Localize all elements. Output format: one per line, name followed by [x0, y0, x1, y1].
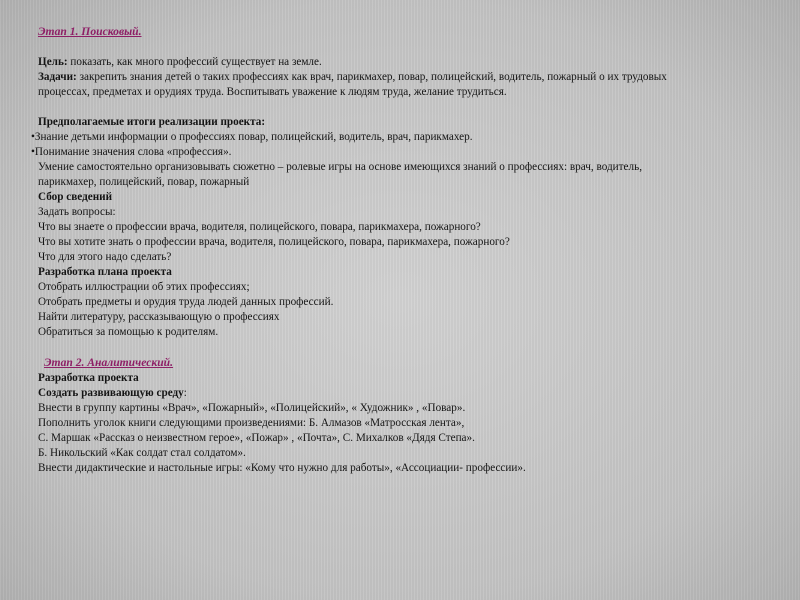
plan-line: Найти литературу, рассказывающую о профессиях — [38, 311, 280, 323]
goal-text: показать, как много профессий существует на земле. — [67, 56, 322, 68]
env-heading-text: Создать развивающую среду — [38, 387, 184, 399]
result-item-text: Знание детьми информации о профессиях повар, полицейский, водитель, врач, парикмахер. — [34, 131, 473, 143]
result-text-line: парикмахер, полицейский, повар, пожарный — [38, 176, 250, 188]
plan-line: Обратиться за помощью к родителям. — [38, 326, 219, 338]
collect-heading — [28, 190, 788, 205]
spacer — [28, 40, 788, 55]
result-text-line: Умение самостоятельно организовывать сюжетно – ролевые игры на основе имеющихся знаний о профессиях: врач, водитель, — [38, 161, 643, 173]
plan-line: Отобрать предметы и орудия труда людей данных профессий. — [38, 296, 334, 308]
stage2-line: Внести дидактические и настольные игры: «Кому что нужно для работы», «Ассоциации- профессии». — [38, 462, 526, 474]
stage1-title-line — [28, 24, 788, 40]
plan-heading-text: Разработка плана проекта — [38, 266, 172, 278]
plan-heading — [28, 265, 788, 280]
stage2-line: Внести в группу картины «Врач», «Пожарный», «Полицейский», « Художник» , «Повар». — [38, 402, 466, 414]
tasks-line-continued: процессах, предметах и орудиях труда. Воспитывать уважение к людям труда, желание трудиться. — [38, 86, 507, 98]
dev-heading-text: Разработка проекта — [38, 372, 139, 384]
bullet-icon: • — [31, 131, 35, 143]
plan-line: Отобрать иллюстрации об этих профессиях; — [38, 281, 250, 293]
stage2-title: Этап 2. Аналитический. — [44, 356, 174, 369]
results-heading — [28, 115, 788, 130]
stage2-line: С. Маршак «Рассказ о неизвестном герое», «Пожар» , «Почта», С. Михалков «Дядя Степа». — [38, 432, 475, 444]
tasks-line — [28, 70, 788, 85]
slide-content — [28, 24, 788, 476]
goal-line — [28, 55, 788, 70]
results-heading-text: Предполагаемые итоги реализации проекта: — [38, 116, 266, 128]
collect-heading-text: Сбор сведений — [38, 191, 113, 203]
result-item-text: Понимание значения слова «профессия». — [34, 146, 232, 158]
collect-line: Что вы хотите знать о профессии врача, водителя, полицейского, повара, парикмахера, пожарного? — [38, 236, 510, 248]
dev-heading — [28, 371, 788, 386]
tasks-label: Задачи: — [38, 71, 77, 83]
stage2-title-line — [28, 355, 788, 371]
goal-label: Цель: — [38, 56, 68, 68]
collect-line: Что вы знаете о профессии врача, водителя, полицейского, повара, парикмахера, пожарного? — [38, 221, 481, 233]
result-item — [28, 145, 788, 160]
collect-line: Что для этого надо сделать? — [38, 251, 172, 263]
stage2-line: Пополнить уголок книги следующими произведениями: Б. Алмазов «Матросская лента», — [38, 417, 465, 429]
stage2-line: Б. Никольский «Как солдат стал солдатом». — [38, 447, 246, 459]
spacer — [28, 100, 788, 115]
tasks-text: закрепить знания детей о таких профессиях как врач, парикмахер, повар, полицейский, водитель, пожарный о их трудовых — [76, 71, 667, 83]
spacer — [28, 340, 788, 355]
env-heading — [28, 386, 788, 401]
bullet-icon: • — [31, 146, 35, 158]
env-colon: : — [183, 387, 187, 399]
stage1-title: Этап 1. Поисковый. — [38, 25, 142, 38]
collect-line: Задать вопросы: — [38, 206, 116, 218]
result-item — [28, 130, 788, 145]
